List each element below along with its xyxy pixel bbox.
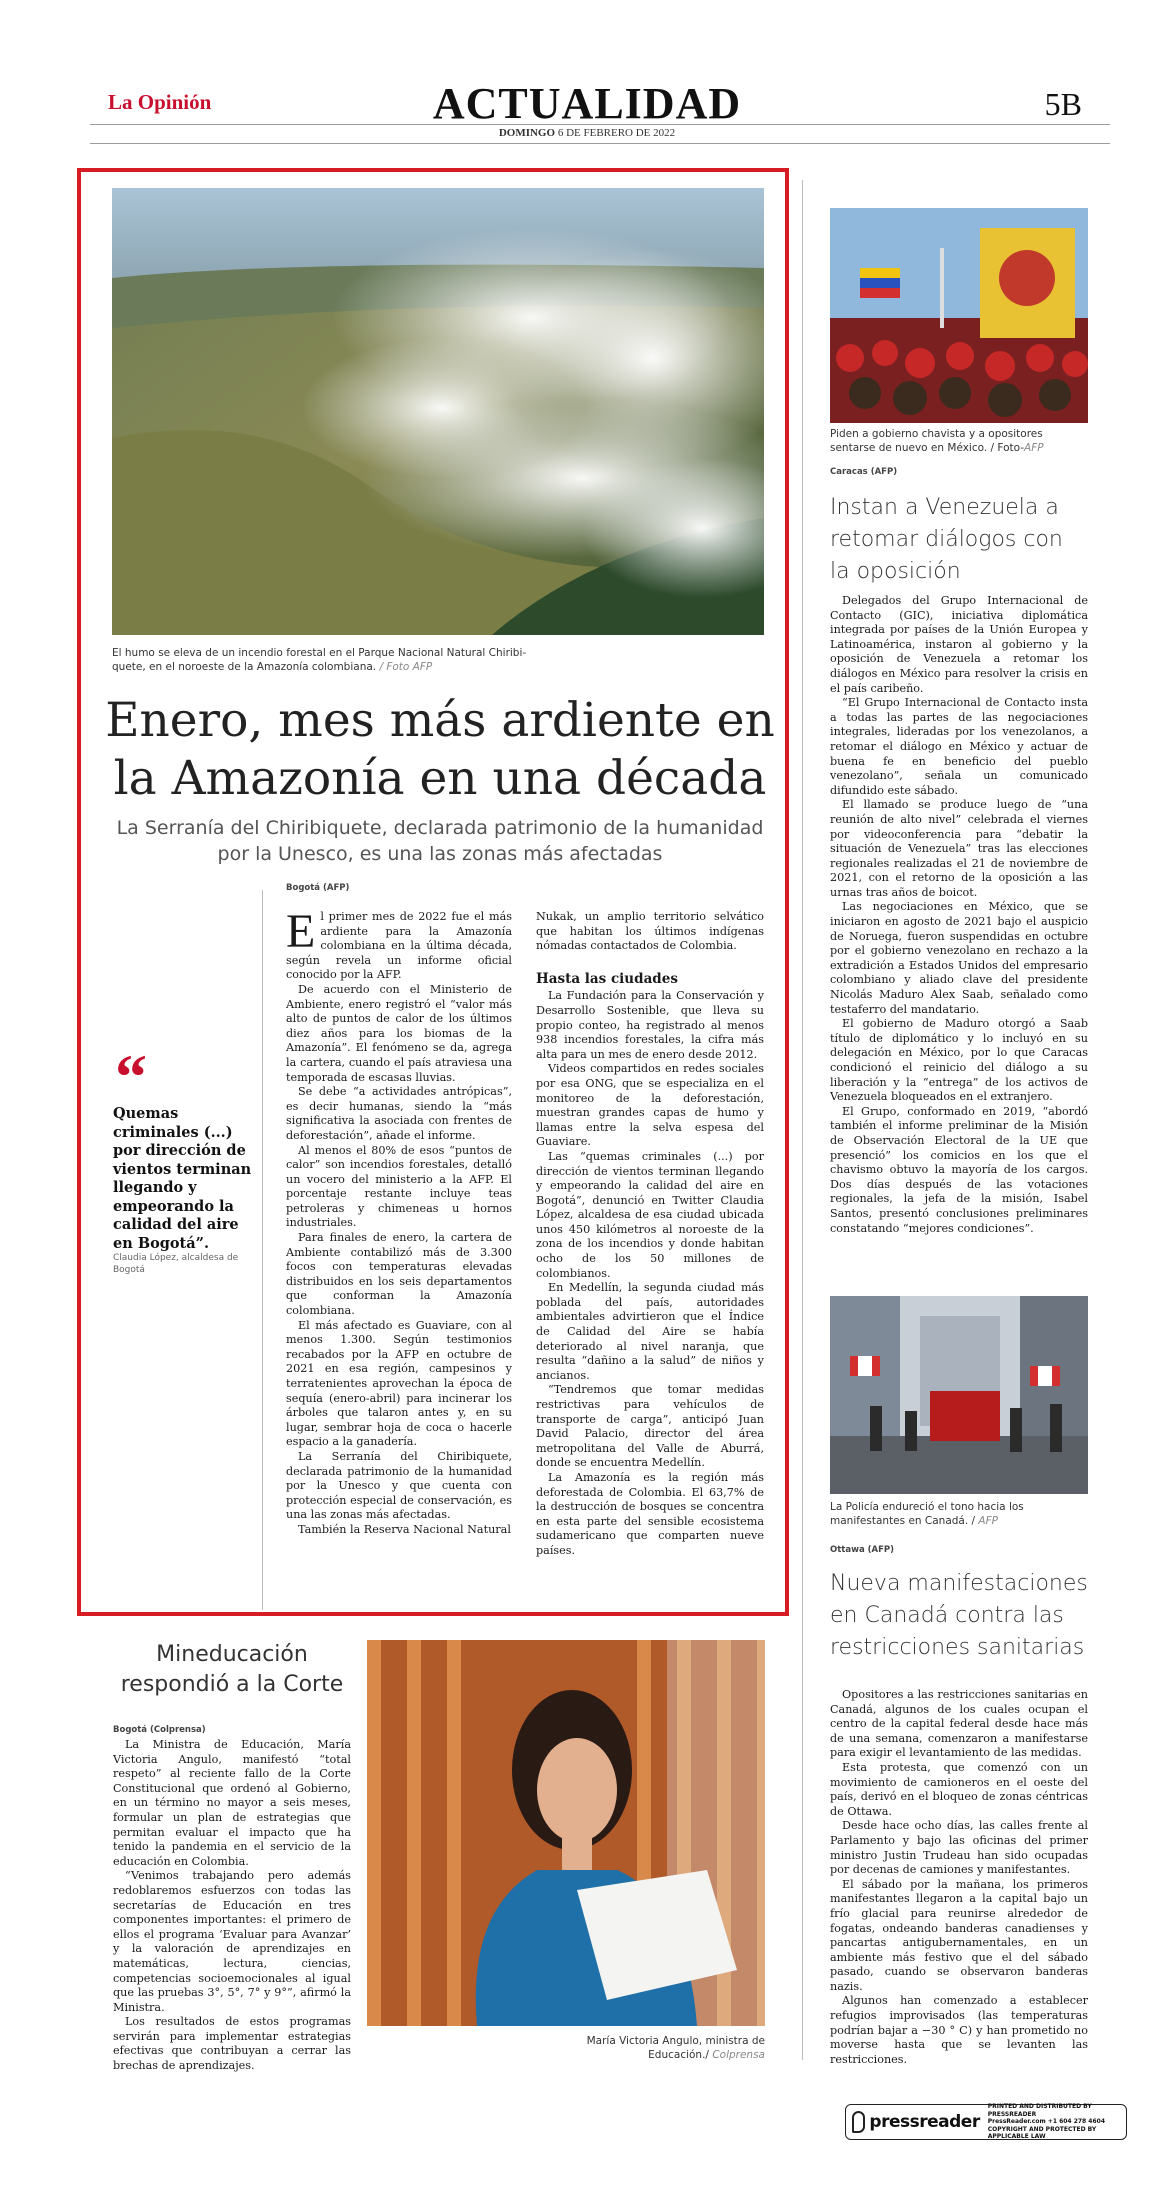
main-col2-para-6: La Amazonía es la región más deforestada de Colombia. El 63,7% de la destrucción de bosques se concentra en esta parte del sensible ecosistema sudamericano que comparten nueve países.	[536, 1470, 764, 1557]
issue-date	[0, 127, 1174, 139]
venezuela-photo-caption	[830, 427, 1088, 455]
venezuela-photo-credit: AFP	[1024, 442, 1044, 454]
canada-photo-credit: AFP	[978, 1515, 998, 1527]
main-dateline: Bogotá (AFP)	[286, 883, 350, 893]
main-col2-intro: Nukak, un amplio territorio selvático que habitan los últimos indígenas nómadas contactados de Colombia.	[536, 910, 764, 953]
main-col1-para-1-text: l primer mes de 2022 fue el más ardiente para la Amazonía colombiana en la última década, según revela un informe oficial conocido por la AFP.	[286, 910, 512, 982]
venezuela-para-5: El gobierno de Maduro otorgó a Saab título de diplomático y lo incluyó en su delegación en México, por lo que Caracas condicionó el reinicio del diálogo a su liberación y la “entrega” de los activos de Venezuela bloqueados en el extranjero.	[830, 1017, 1088, 1104]
main-col1-para-7: La Serranía del Chiribiquete, declarada patrimonio de la humanidad por la Unesco y que cuenta con protección especial de conservación, es una las zonas más afectadas.	[286, 1449, 512, 1522]
main-col1-para-3: Se debe “a actividades antrópicas”, es decir humanas, siendo la “más significativa la asociada con frentes de deforestación”, añade el informe.	[286, 1085, 512, 1142]
canada-para-2: Esta protesta, que comenzó con un movimiento de camioneros en el oeste del país, derivó en el bloqueo de zonas céntricas de Ottawa.	[830, 1760, 1088, 1818]
main-col2-para-1: La Fundación para la Conservación y Desarrollo Sostenible, que lleva su propio conteo, ha registrado al menos 938 incendios forestales, la cifra más alta para un mes de enero desde 2012.	[536, 989, 764, 1061]
main-col1-para-5: Para finales de enero, la cartera de Ambiente contabilizó más de 3.300 focos con temperaturas elevadas distribuidos en los seis departamentos que conforman la Amazonía colombiana.	[286, 1231, 512, 1318]
drop-cap: E	[286, 905, 316, 958]
main-photo-caption	[112, 646, 532, 674]
mineducacion-body	[113, 1738, 351, 2074]
mineducacion-dateline: Bogotá (Colprensa)	[113, 1725, 206, 1735]
main-column-1	[286, 905, 512, 1538]
venezuela-para-4: Las negociaciones en México, que se iniciaron en agosto de 2021 bajo el auspicio de Noruega, fueron suspendidas en octubre por el gobierno venezolano en rechazo a la extradición a Estados Unidos del empresario colombiano y aliado clave del presidente Nicolás Maduro Alex Saab, señalado como testaferro del mandatario.	[830, 900, 1088, 1016]
venezuela-protest-photo	[830, 208, 1088, 423]
pressreader-notice-line-1: PRINTED AND DISTRIBUTED BY PRESSREADER	[987, 2103, 1092, 2118]
mineducacion-para-1: La Ministra de Educación, María Victoria Angulo, manifestó “total respeto” al reciente fallo de la Corte Constitucional que ordenó al Gobierno, en un término no mayor a seis meses, formular un plan de estrategias que permitan evaluar el impacto que ha tenido la pandemia en el servicio de la educación en Colombia.	[113, 1738, 351, 1868]
main-col2-subhead: Hasta las ciudades	[536, 970, 678, 987]
pressreader-notice-line-2: PressReader.com +1 604 278 4604	[987, 2118, 1106, 2126]
pressreader-notice	[988, 2103, 1120, 2141]
main-headline: Enero, mes más ardiente en la Amazonía en una década	[105, 693, 775, 806]
header-rule-top	[90, 124, 1110, 125]
canada-protest-photo	[830, 1296, 1088, 1494]
main-subhead: La Serranía del Chiribiquete, declarada patrimonio de la humanidad por la Unesco, es una las zonas más afectadas	[116, 817, 764, 865]
main-col1-para-8: También la Reserva Nacional Natural	[298, 1522, 511, 1536]
venezuela-para-3: El llamado se produce luego de “una reunión de alto nivel” celebrada el viernes por videoconferencia para “debatir la situación de Venezuela” tras las elecciones regionales realizadas el 21 de noviembre de 2021, con el retorno de la oposición a las urnas tras años de boicot.	[830, 798, 1088, 899]
venezuela-para-2: “El Grupo Internacional de Contacto insta a todas las partes de las negociaciones integrales, lideradas por los venezolanos, a retomar el diálogo en México y actuar de buena fe en beneficio del pueblo venezolano”, señala un comunicado difundido este sábado.	[830, 696, 1088, 797]
main-col1-para-1	[286, 905, 512, 983]
header-rule-bottom	[90, 143, 1110, 144]
pressreader-wordmark: pressreader	[869, 2112, 980, 2132]
canada-body	[830, 1688, 1088, 2067]
canada-para-4: El sábado por la mañana, los primeros manifestantes llegaron a la capital bajo un frío glacial para reunirse alrededor de fogatas, ondeando banderas canadienses y pancartas antigubernamentales, en un ambiente más festivo que el del sábado pasado, cuando se observaron banderas nazis.	[830, 1877, 1088, 1993]
mineducacion-headline: Mineducación respondió a la Corte	[120, 1642, 344, 1697]
mineducacion-para-3: Los resultados de estos programas servirán para implementar estrategias efectivas que contribuyan a cerrar las brechas de aprendizajes.	[113, 2015, 351, 2073]
brand-logo: La Opinión	[108, 90, 212, 114]
main-col1-para-6: El más afectado es Guaviare, con al menos 1.300. Según testimonios recabados por la AFP en octubre de 2021 en esa región, campesinos y terratenientes aprovechan la época de sequía (enero-abril) para incinerar los árboles que talaron antes y, en su lugar, sembrar hoja de coca o hacerle espacio a la ganadería.	[286, 1318, 512, 1449]
venezuela-photo-caption-text: Piden a gobierno chavista y a opositores sentarse de nuevo en México. / Foto-	[830, 428, 1043, 454]
venezuela-dateline: Caracas (AFP)	[830, 467, 898, 477]
canada-photo-caption	[830, 1500, 1088, 1528]
venezuela-para-6: El Grupo, conformado en 2019, “abordó también el informe preliminar de la Misión de Observación Electoral de la UE que presenció” los comicios en los que el chavismo obtuvo la mayoría de los cargos. Dos días después de las votaciones regionales, la jefa de la misión, Isabel Santos, presentó conclusiones preliminares constatando “mejores condiciones”.	[830, 1104, 1088, 1235]
canada-headline: Nueva manifestaciones en Canadá contra las restricciones sanitarias	[830, 1571, 1088, 1660]
forest-fire-photo	[112, 188, 764, 635]
canada-para-5: Algunos han comenzado a establecer refugios improvisados (las temperaturas podrían bajar a −30 ° C) y han prometido no moverse hasta que se levanten las restricciones.	[830, 1994, 1088, 2066]
main-column-2	[536, 910, 764, 1559]
minister-photo	[367, 1640, 765, 2026]
main-col2-para-5: “Tendremos que tomar medidas restrictivas para vehículos de transporte de carga”, anticipó Juan David Palacio, director del área metropolitana del Valle de Aburrá, donde se encuentra Medellín.	[536, 1383, 764, 1470]
venezuela-para-1: Delegados del Grupo Internacional de Contacto (GIC), iniciativa diplomática integrada por países de la Unión Europea y Latinoamérica, instaron al gobierno y la oposición de Venezuela a retomar los diálogos en México para resolver la crisis en el país caribeño.	[830, 594, 1088, 695]
venezuela-body	[830, 594, 1088, 1236]
pull-quote: Quemas criminales (...) por dirección de vientos terminan llegando y empeorando la calidad del aire en Bogotá”.	[113, 1105, 252, 1252]
canada-para-1: Opositores a las restricciones sanitarias en Canadá, algunos de los cuales ocupan el centro de la capital federal desde hace más de una semana, comenzaron a manifestarse para exigir el levantamiento de las medidas.	[830, 1688, 1088, 1760]
main-col2-para-4: En Medellín, la segunda ciudad más poblada del país, autoridades ambientales advirtieron que el Índice de Calidad del Aire se había deteriorado al nivel naranja, que resulta “dañino a la salud” de niños y ancianos.	[536, 1281, 764, 1382]
main-col1-para-2: De acuerdo con el Ministerio de Ambiente, enero registró el “valor más alto de puntos de calor de los últimos diez años para los biomas de la Amazonía”. El fenómeno se da, agrega la cartera, cuando el país atraviesa una temporada de escasas lluvias.	[286, 982, 512, 1084]
pressreader-badge	[845, 2104, 1127, 2140]
pull-quote-attribution: Claudia López, alcaldesa de Bogotá	[113, 1253, 239, 1275]
canada-para-3: Desde hace ocho días, las calles frente al Parlamento y bajo las oficinas del primer ministro Justin Trudeau han sido ocupadas por decenas de camiones y manifestantes.	[830, 1819, 1088, 1877]
page-number: 5B	[1044, 86, 1082, 122]
minister-photo-credit: Colprensa	[712, 2049, 765, 2061]
column-separator	[802, 180, 803, 2060]
pressreader-icon	[852, 2111, 865, 2133]
main-col2-para-2: Videos compartidos en redes sociales por esa ONG, que se especializa en el monitoreo de la deforestación, muestran grandes capas de humo y llamas entre la selva espesa del Guaviare.	[536, 1062, 764, 1149]
mineducacion-para-2: “Venimos trabajando pero además redoblaremos esfuerzos con todas las secretarías de Educación en tres componentes importantes: el primero de ellos el programa ‘Evaluar para Avanzar’ y la valoración de aprendizajes en matemáticas, lectura, ciencias, competencias socioemocionales al igual que las pruebas 3°, 5°, 7° y 9°”, afirmó la Ministra.	[113, 1869, 351, 2014]
main-photo-caption-text: El humo se eleva de un incendio forestal en el Parque Nacional Natural Chiribi-quete, en el noroeste de la Amazonía colombiana.	[112, 647, 527, 673]
section-title: ACTUALIDAD	[432, 79, 742, 128]
issue-weekday: DOMINGO	[498, 127, 556, 139]
pressreader-notice-line-3: COPYRIGHT AND PROTECTED BY APPLICABLE LAW	[987, 2125, 1097, 2141]
canada-dateline: Ottawa (AFP)	[830, 1545, 895, 1555]
venezuela-headline: Instan a Venezuela a retomar diálogos con la oposición	[830, 495, 1063, 584]
canada-photo-caption-text: La Policía endureció el tono hacia los manifestantes en Canadá. /	[830, 1501, 1024, 1527]
main-photo-credit: / Foto AFP	[379, 661, 433, 673]
issue-date-text: 6 DE FEBRERO DE 2022	[557, 127, 676, 139]
main-col1-para-4: Al menos el 80% de esos “puntos de calor” son incendios forestales, detalló un vocero del ministerio a la AFP. El porcentaje restante incluye teas petroleras y chimeneas u hornos industriales.	[286, 1143, 512, 1230]
quote-mark: “	[115, 1041, 147, 1112]
minister-photo-caption-text: María Victoria Angulo, ministra de Educación./	[586, 2035, 765, 2061]
minister-photo-caption	[560, 2034, 765, 2062]
main-col2-para-3: Las “quemas criminales (...) por dirección de vientos terminan llegando y empeorando la calidad del aire en Bogotá”, denunció en Twitter Claudia López, alcaldesa de esa ciudad ubicada unos 450 kilómetros al noroeste de la zona de los incendios y donde habitan ocho de los 50 millones de colombianos.	[536, 1149, 764, 1280]
